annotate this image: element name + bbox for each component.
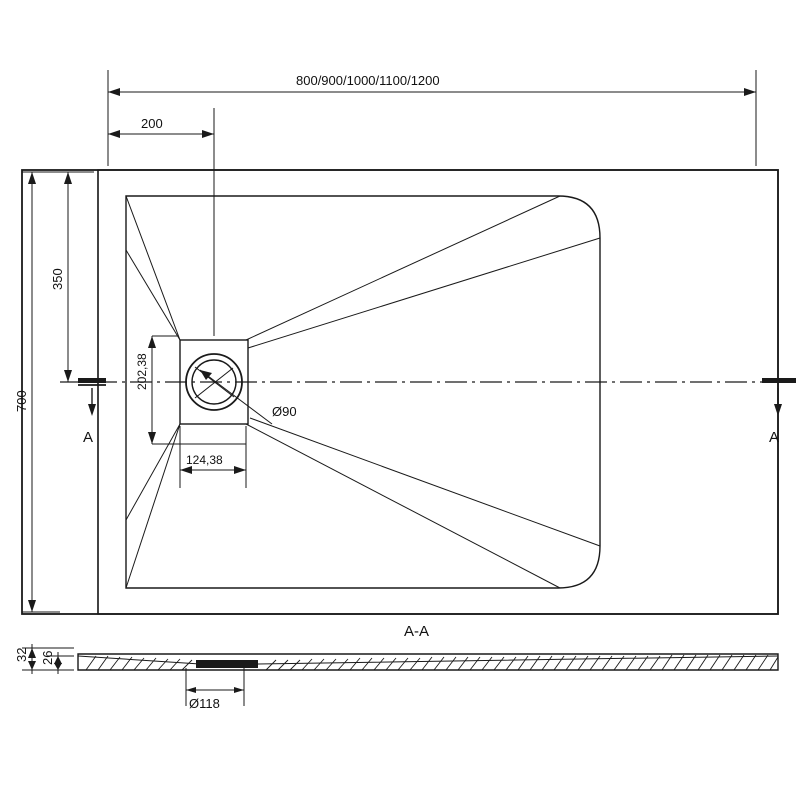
- tray-basin-outline: [126, 196, 600, 588]
- dimension-drain-horizontal-text: 124,38: [186, 453, 223, 467]
- section-mark-left: [78, 378, 106, 446]
- drain-slope-lines: [126, 196, 600, 588]
- dimension-top-offset-text: 200: [141, 116, 163, 131]
- dimension-top-overall-text: 800/900/1000/1100/1200: [296, 73, 440, 88]
- tray-flange-line: [98, 170, 778, 614]
- dimension-section-total-height-text: 32: [14, 647, 29, 662]
- dimension-top-overall: [108, 70, 756, 166]
- section-drain-recess: [196, 660, 258, 668]
- dimension-section-drain-diameter-text: Ø118: [189, 696, 220, 711]
- section-view-group: [14, 644, 778, 711]
- dimension-left-700-text: 700: [14, 390, 29, 412]
- dimension-top-offset: [108, 108, 214, 336]
- dimension-section-drain-diameter: [186, 668, 244, 711]
- dimension-left-350: [50, 172, 94, 382]
- section-view-title: A-A: [404, 623, 430, 640]
- section-mark-right: [762, 378, 796, 446]
- section-label-left: A: [83, 429, 94, 446]
- drain-cross-line-2: [195, 368, 233, 398]
- dimension-section-inner-height-text: 26: [40, 650, 55, 665]
- dimension-left-700: [14, 172, 60, 612]
- dimension-drain-vertical: [135, 336, 246, 444]
- section-label-right: A: [769, 429, 780, 446]
- dimension-drain-horizontal: [180, 426, 246, 488]
- dimension-drain-vertical-text: 202,38: [135, 353, 149, 390]
- dimension-drain-diameter-text: Ø90: [272, 404, 297, 419]
- tray-outer-outline: [22, 170, 778, 614]
- top-view-group: [14, 70, 796, 614]
- dimension-left-350-text: 350: [50, 268, 65, 290]
